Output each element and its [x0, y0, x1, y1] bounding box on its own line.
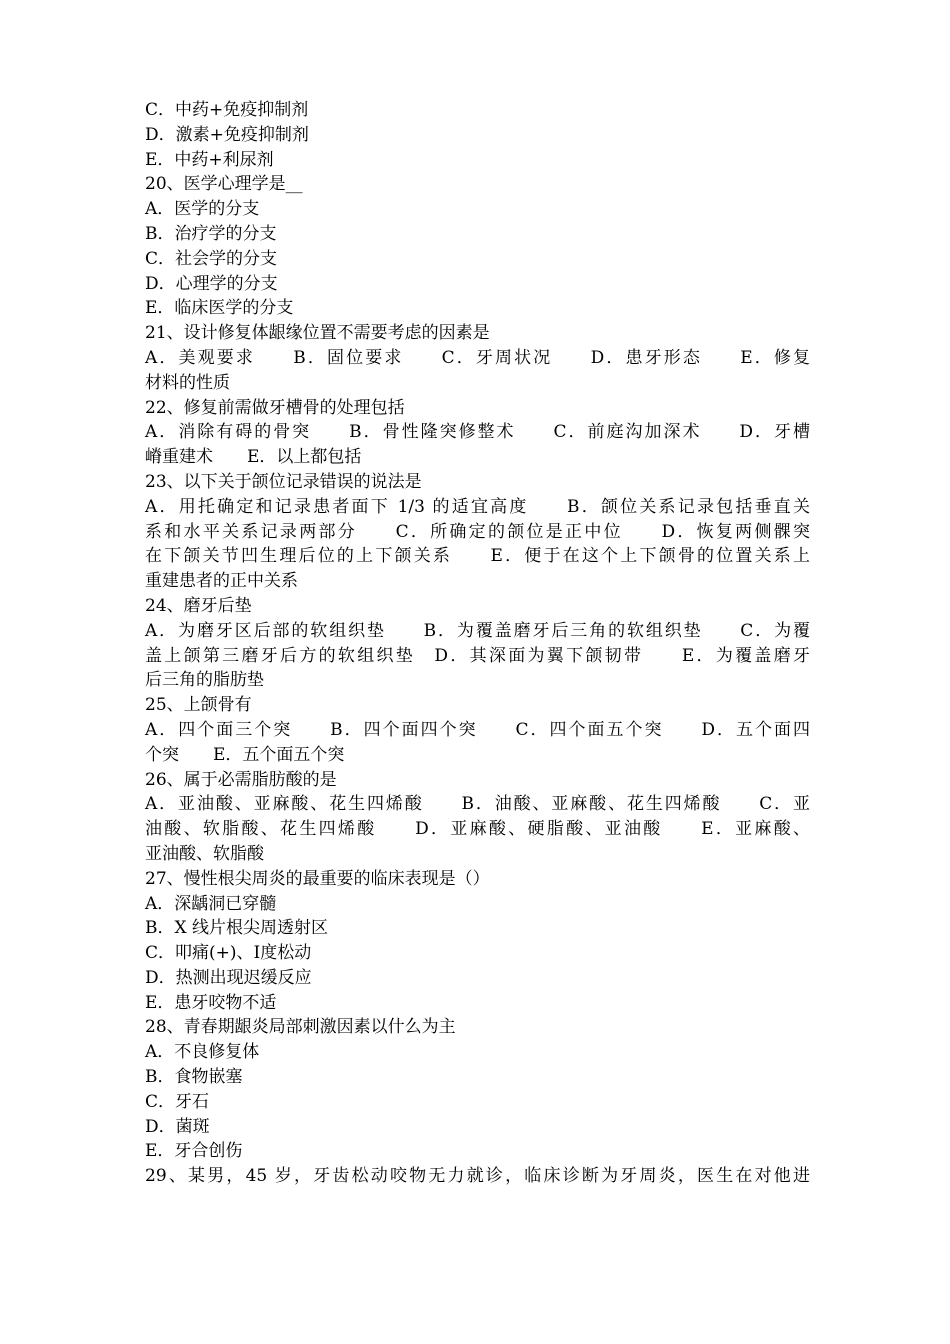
text-line: A．四个面三个突 B．四个面四个突 C．四个面五个突 D．五个面四	[145, 719, 810, 740]
text-line: 油酸、软脂酸、花生四烯酸 D．亚麻酸、硬脂酸、亚油酸 E．亚麻酸、	[145, 819, 810, 840]
text-line: C．社会学的分支	[145, 248, 278, 269]
text-line: 26、属于必需脂肪酸的是	[145, 769, 337, 790]
text-line: 嵴重建术 E．以上都包括	[145, 447, 362, 468]
text-line: C．中药+免疫抑制剂	[145, 100, 309, 120]
text-line: E．中药+利尿剂	[145, 149, 274, 170]
text-line: E．临床医学的分支	[145, 298, 294, 319]
text-line: C．叩痛(+)、Ⅰ度松动	[145, 943, 312, 964]
text-line: 亚油酸、软脂酸	[145, 843, 264, 864]
text-line: B．食物嵌塞	[145, 1067, 243, 1088]
text-line: 22、修复前需做牙槽骨的处理包括	[145, 397, 405, 418]
text-line: D．激素+免疫抑制剂	[145, 124, 309, 145]
text-line: B．治疗学的分支	[145, 223, 277, 244]
text-line: 27、慢性根尖周炎的最重要的临床表现是（）	[145, 868, 490, 889]
text-line: A．用托确定和记录患者面下 1/3 的适宜高度 B．颌位关系记录包括垂直关	[145, 496, 810, 517]
text-line: 后三角的脂肪垫	[145, 670, 264, 691]
text-line: 23、以下关于颌位记录错误的说法是	[145, 471, 422, 492]
text-line: 盖上颌第三磨牙后方的软组织垫 D．其深面为翼下颌韧带 E．为覆盖磨牙	[145, 645, 810, 666]
text-line: A．亚油酸、亚麻酸、花生四烯酸 B．油酸、亚麻酸、花生四烯酸 C．亚	[145, 794, 810, 815]
text-line: D．心理学的分支	[145, 273, 278, 294]
text-line: E．牙合创伤	[145, 1141, 243, 1162]
text-line: 个突 E．五个面五个突	[145, 744, 345, 765]
text-line: 20、医学心理学是__	[145, 174, 303, 195]
text-line: 21、设计修复体龈缘位置不需要考虑的因素是	[145, 323, 490, 344]
text-line: B．X 线片根尖周透射区	[145, 918, 328, 939]
text-line: 系和水平关系记录两部分 C．所确定的颌位是正中位 D．恢复两侧髁突	[145, 521, 810, 542]
text-line: A．消除有碍的骨突 B．骨性隆突修整术 C．前庭沟加深术 D．牙槽	[145, 422, 810, 443]
text-line: 29、某男，45 岁，牙齿松动咬物无力就诊，临床诊断为牙周炎，医生在对他进	[145, 1166, 810, 1187]
document-page	[145, 98, 810, 1189]
text-line: 28、青春期龈炎局部刺激因素以什么为主	[145, 1017, 456, 1038]
text-line: A．为磨牙区后部的软组织垫 B．为覆盖磨牙后三角的软组织垫 C．为覆	[145, 620, 810, 641]
text-line: 重建患者的正中关系	[145, 571, 298, 592]
text-line: 材料的性质	[145, 372, 230, 393]
text-line: A．美观要求 B．固位要求 C．牙周状况 D．患牙形态 E．修复	[145, 347, 810, 368]
text-line: 在下颌关节凹生理后位的上下颌关系 E．便于在这个上下颌骨的位置关系上	[145, 546, 810, 567]
text-line: D．热测出现迟缓反应	[145, 967, 312, 988]
text-line: E．患牙咬物不适	[145, 992, 277, 1013]
text-line: 25、上颌骨有	[145, 695, 252, 716]
text-line: D．菌斑	[145, 1116, 210, 1137]
text-line: A．医学的分支	[145, 199, 260, 220]
text-line: 24、磨牙后垫	[145, 595, 252, 616]
text-line: A．不良修复体	[145, 1042, 260, 1063]
text-line: C．牙石	[145, 1091, 210, 1112]
text-line: A．深龋洞已穿髓	[145, 893, 277, 914]
